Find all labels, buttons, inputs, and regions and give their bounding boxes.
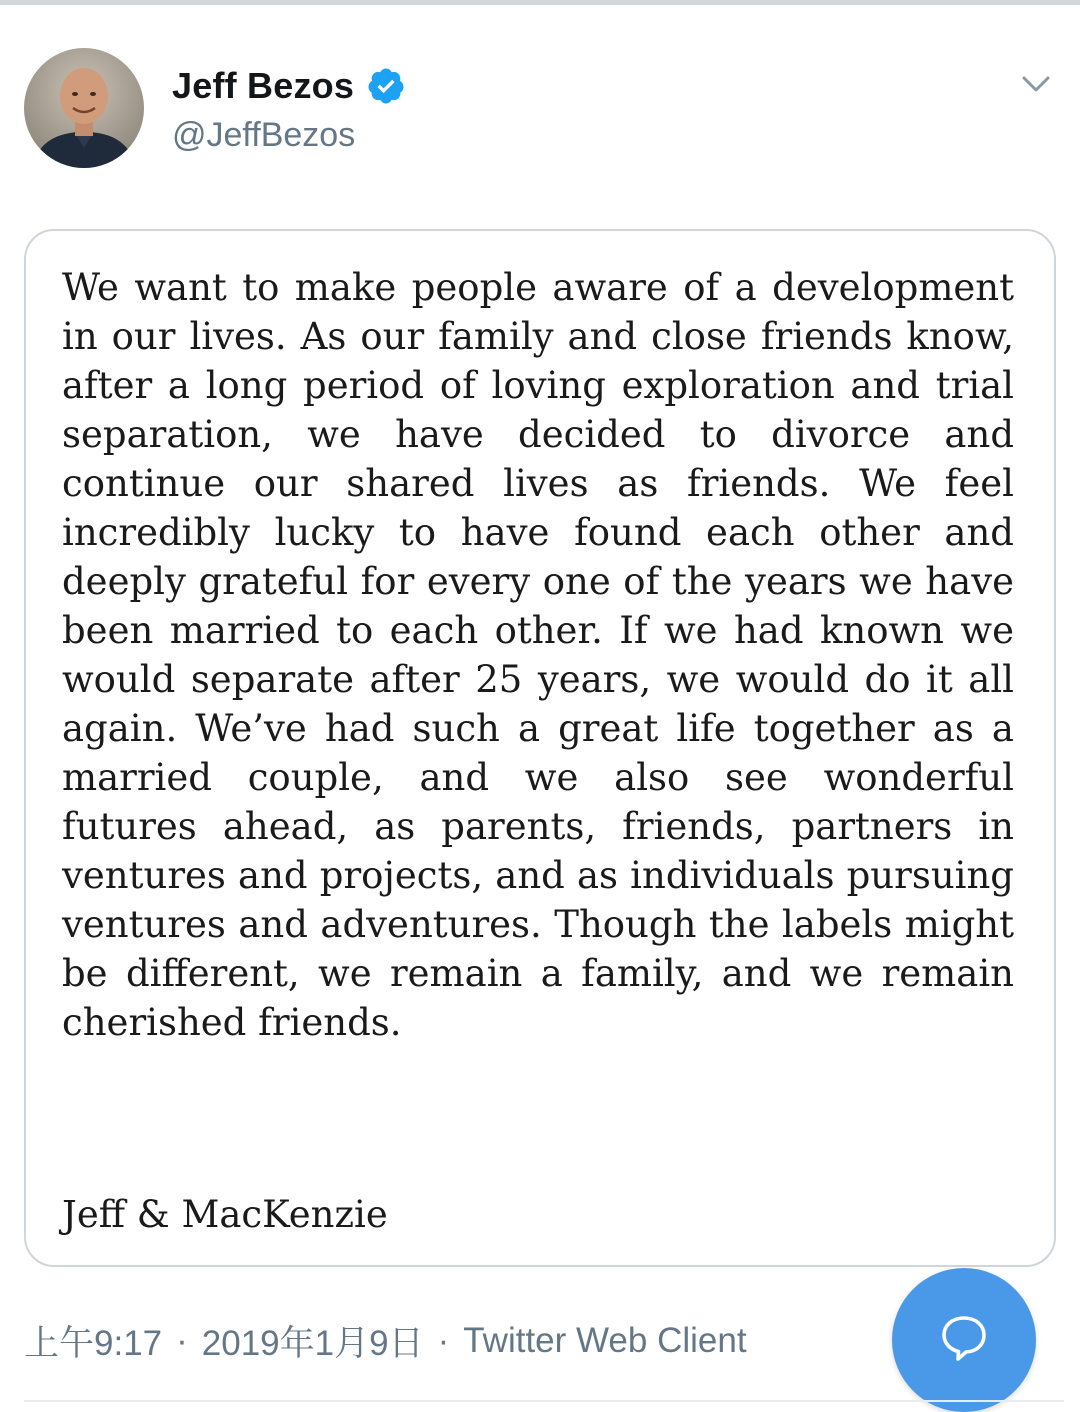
top-divider: [0, 0, 1080, 5]
reply-button[interactable]: [892, 1268, 1036, 1412]
tweet-meta: [24, 1318, 747, 1364]
meta-separator: ·: [437, 1321, 450, 1360]
author-name[interactable]: Jeff Bezos: [172, 65, 355, 106]
author-name-row: [172, 64, 406, 108]
bottom-divider: [24, 1400, 1064, 1402]
statement-body: We want to make people aware of a development in our lives. As our family and close friends know, after a long period of loving exploration and trial separation, we have decided to divorce and continue our shared lives as friends. We feel incredibly lucky to have found each other and deeply grateful for every one of the years we have been married to each other. If we had known we would separate after 25 years, we would do it all again. We’ve had such a great life together as a married couple, and we also see wonderful futures ahead, as parents, friends, partners in ventures and projects, and as individuals pursuing ventures and adventures. Though the labels might be different, we remain a family, and we remain cherished friends.: [62, 266, 1014, 1044]
verified-badge-icon: [366, 66, 406, 106]
tweet-time[interactable]: 上午9:17: [24, 1324, 163, 1363]
reply-bubble-icon: [936, 1310, 992, 1366]
tweet-source[interactable]: Twitter Web Client: [463, 1321, 747, 1360]
tweet-date[interactable]: 2019年1月9日: [201, 1324, 424, 1363]
chevron-down-icon[interactable]: [1016, 64, 1056, 104]
meta-separator: ·: [176, 1321, 188, 1360]
statement-image-card[interactable]: [24, 229, 1056, 1267]
tweet-header: [24, 48, 1064, 172]
author-handle[interactable]: @JeffBezos: [172, 116, 356, 154]
avatar-image: [24, 48, 144, 168]
avatar[interactable]: [24, 48, 144, 168]
statement-signature: Jeff & MacKenzie: [62, 1193, 388, 1236]
